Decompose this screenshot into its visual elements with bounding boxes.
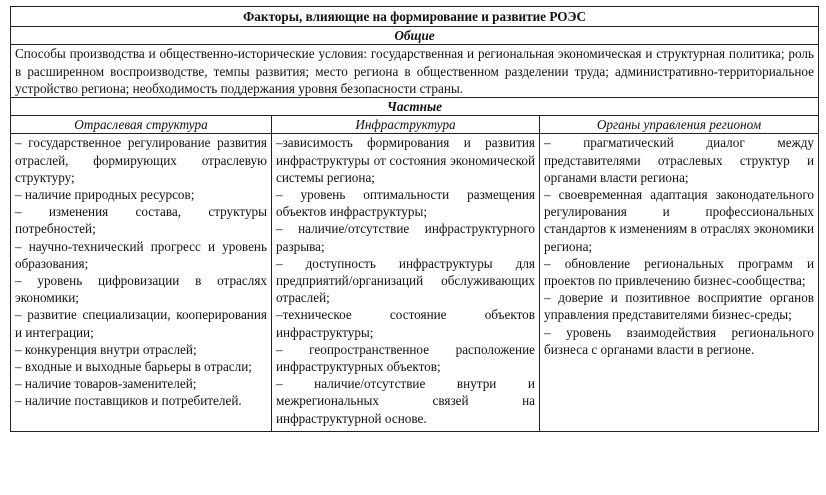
title-row: [11, 7, 819, 27]
list-item: – доверие и позитивное восприятие органов управления представителями бизнес-среды;: [544, 290, 815, 323]
column-body-row: [11, 134, 819, 431]
document-page: [10, 6, 818, 432]
list-item: – доступность инфраструктуры для предприятий/организаций обслуживающих отраслей;: [276, 255, 535, 306]
table-title: Факторы, влияющие на формирование и развитие РОЭС: [11, 7, 819, 27]
general-heading: Общие: [11, 27, 819, 45]
general-text: Способы производства и общественно-исторические условия: государственная и региональная экономическая и структурная политика; роль в расширенном воспроизводстве, темпы развития; место региона в общественном разделении труда; административно-территориальное устройство региона; необходимость поддержания уровня безопасности страны.: [11, 45, 819, 98]
list-item: – изменения состава, структуры потребностей;: [15, 204, 267, 237]
list-item: – уровень оптимальности размещения объектов инфраструктуры;: [276, 187, 535, 220]
list-item: – наличие природных ресурсов;: [15, 187, 195, 203]
list-item: – государственное регулирование развития отраслей, формирующих отраслевую структуру;: [15, 135, 267, 185]
list-item: – прагматический диалог между представителями отраслевых структур и органами власти региона;: [544, 135, 815, 185]
specific-heading: Частные: [11, 98, 819, 116]
column-regional-government: [540, 134, 819, 431]
list-item: – наличие/отсутствие внутри и межрегиональных связей на инфраструктурной основе.: [276, 376, 535, 426]
list-item: – уровень взаимодействия регионального бизнеса с органами власти в регионе.: [544, 324, 815, 357]
list-item: – уровень цифровизации в отраслях экономики;: [15, 273, 267, 306]
list-item: –техническое состояние объектов инфраструктуры;: [276, 307, 535, 340]
factors-table: [10, 6, 819, 432]
column-header-infrastructure: Инфраструктура: [272, 116, 540, 134]
column-header-industry-structure: Отраслевая структура: [11, 116, 272, 134]
list-item: – конкуренция внутри отраслей;: [15, 341, 197, 357]
list-item: – наличие поставщиков и потребителей.: [15, 393, 242, 409]
column-header-regional-government: Органы управления регионом: [540, 116, 819, 134]
list-item: – геопространственное расположение инфраструктурных объектов;: [276, 341, 535, 375]
column-infrastructure: [272, 134, 540, 431]
list-item: – обновление региональных программ и проектов по привлечению бизнес-сообщества;: [544, 255, 815, 289]
specific-heading-row: [11, 98, 819, 116]
general-text-row: [11, 45, 819, 98]
list-item: – входные и выходные барьеры в отрасли;: [15, 359, 252, 375]
list-item: – наличие товаров-заменителей;: [15, 376, 197, 392]
column-industry-structure: [11, 134, 272, 431]
list-item: – своевременная адаптация законодательного регулирования и профессиональных стандартов к изменениям в отраслях экономики региона;: [544, 187, 815, 254]
list-item: –зависимость формирования и развития инфраструктуры от состояния экономической системы региона;: [276, 135, 535, 185]
column-header-row: [11, 116, 819, 134]
general-heading-row: [11, 27, 819, 45]
list-item: – научно-технический прогресс и уровень образования;: [15, 238, 267, 271]
list-item: – развитие специализации, кооперирования и интеграции;: [15, 307, 267, 340]
list-item: – наличие/отсутствие инфраструктурного разрыва;: [276, 221, 535, 254]
